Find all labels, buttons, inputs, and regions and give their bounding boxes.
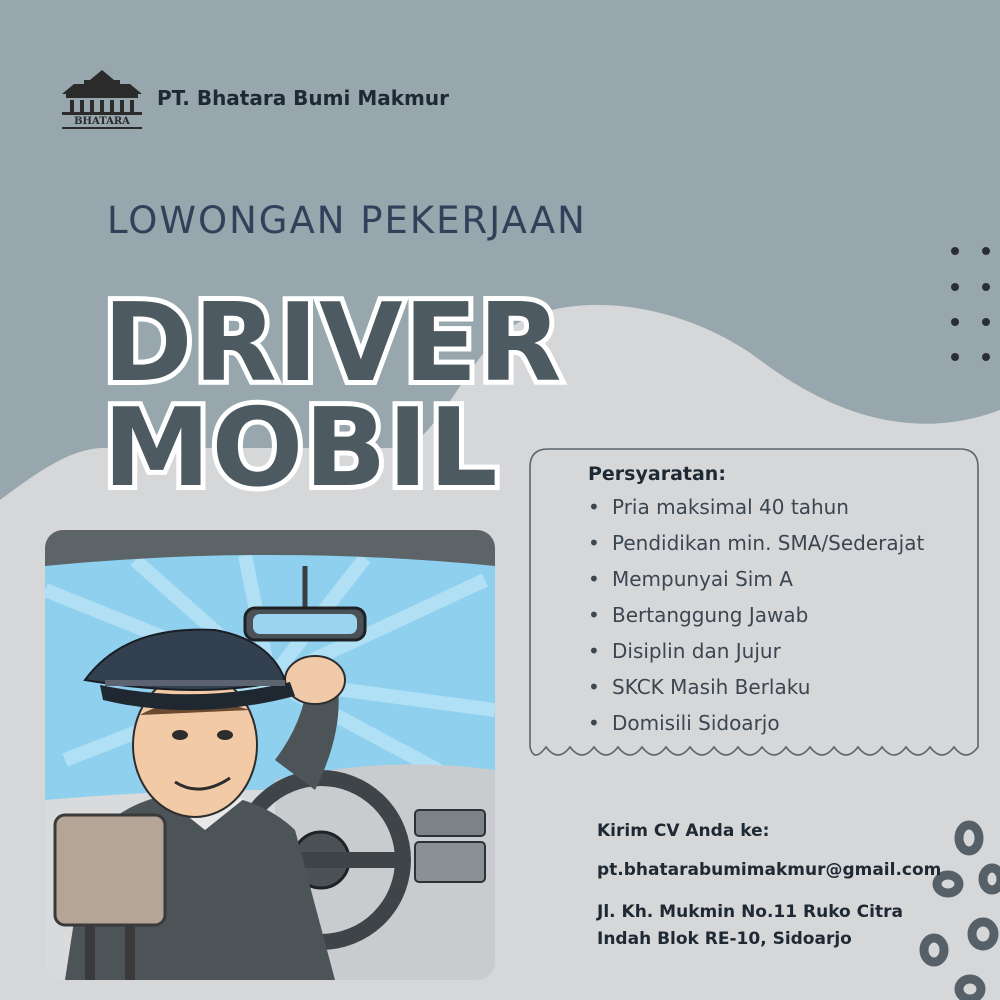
headline: LOWONGAN PEKERJAAN xyxy=(107,199,587,242)
requirement-item: • Mempunyai Sim A xyxy=(588,561,924,597)
contact-email: pt.bhatarabumimakmur@gmail.com xyxy=(597,860,942,880)
driver-illustration xyxy=(45,530,495,980)
requirement-item: • Pria maksimal 40 tahun xyxy=(588,489,924,525)
requirements-section xyxy=(588,463,924,741)
requirement-item: • SKCK Masih Berlaku xyxy=(588,669,924,705)
title-line-2: MOBIL xyxy=(103,386,499,511)
company-name: PT. Bhatara Bumi Makmur xyxy=(157,86,449,110)
logo-text: BHATARA xyxy=(74,116,130,127)
contact-address xyxy=(597,899,903,953)
requirement-item: • Pendidikan min. SMA/Sederajat xyxy=(588,525,924,561)
title-line-1: DRIVER xyxy=(103,281,563,406)
address-line-1: Jl. Kh. Mukmin No.11 Ruko Citra xyxy=(597,902,903,922)
contact-label: Kirim CV Anda ke: xyxy=(597,821,770,841)
address-line-2: Indah Blok RE-10, Sidoarjo xyxy=(597,929,852,949)
requirement-item: • Domisili Sidoarjo xyxy=(588,705,924,741)
requirement-item: • Disiplin dan Jujur xyxy=(588,633,924,669)
requirement-item: • Bertanggung Jawab xyxy=(588,597,924,633)
dot-grid-icon xyxy=(951,247,990,361)
pavilion-logo-icon xyxy=(60,70,144,130)
requirements-list xyxy=(588,489,924,741)
requirements-title: Persyaratan: xyxy=(588,463,726,485)
